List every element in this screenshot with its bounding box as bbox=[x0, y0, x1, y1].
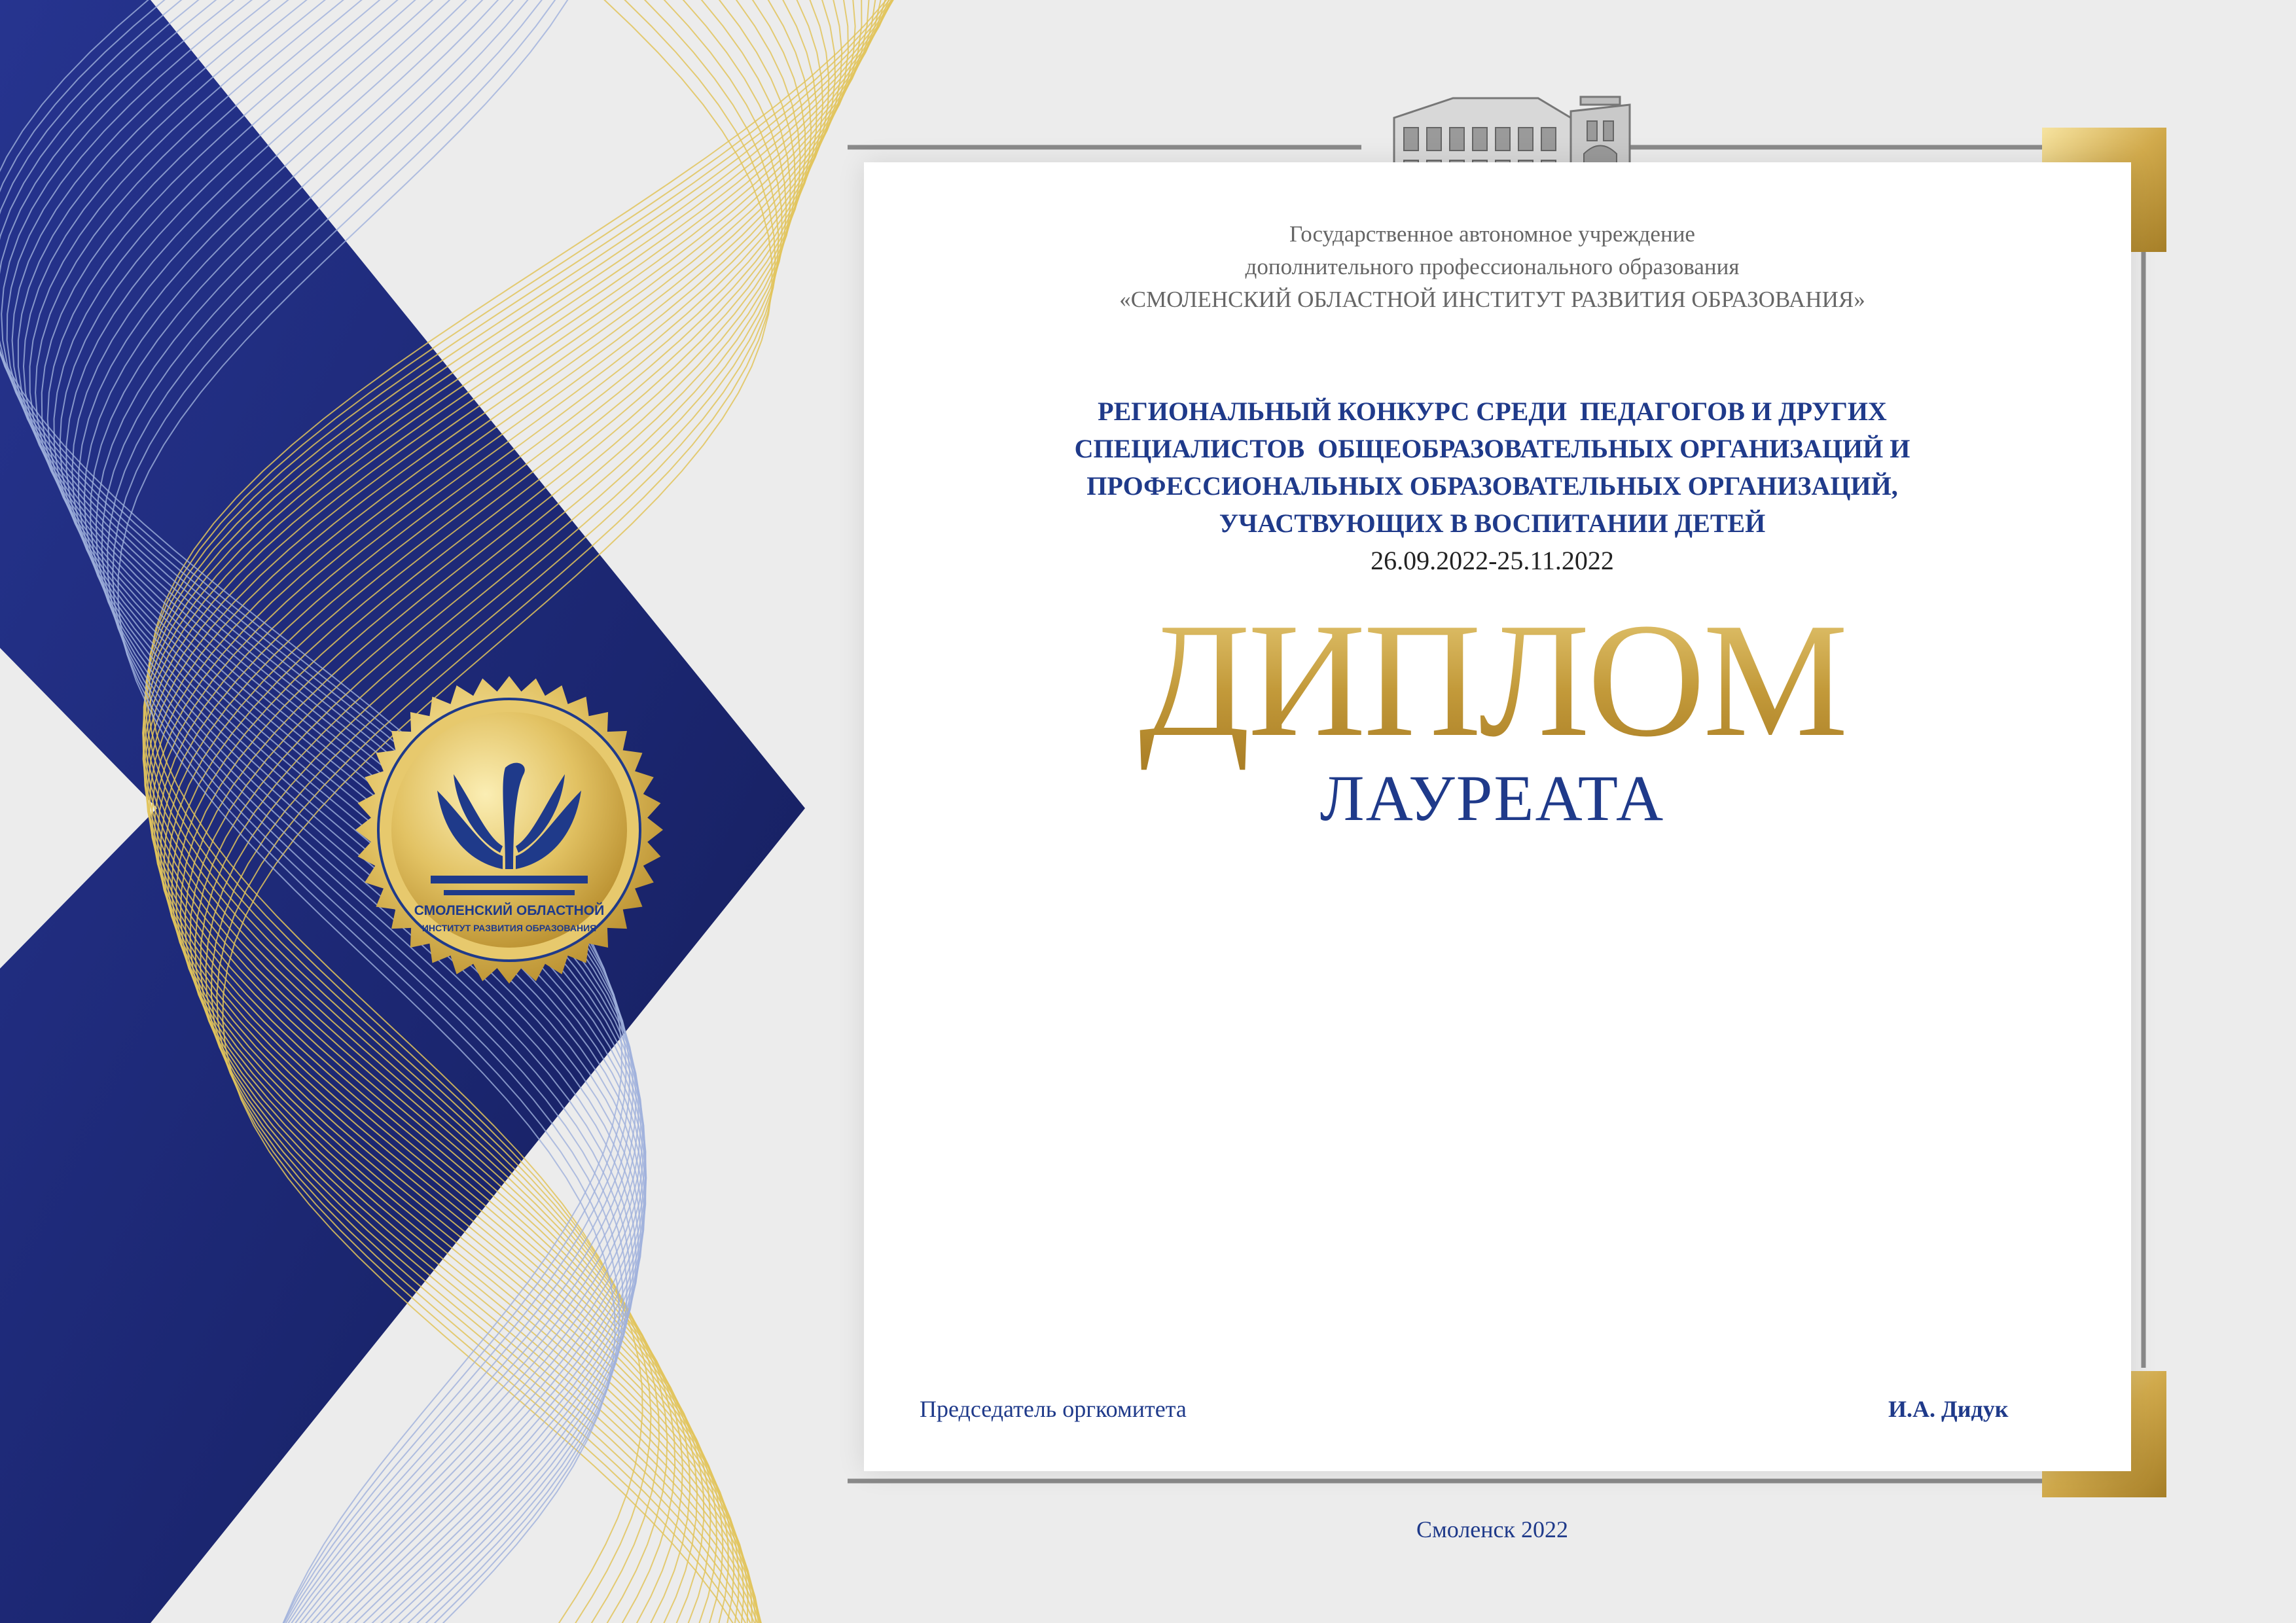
diploma-title: ДИПЛОМ bbox=[838, 589, 2147, 772]
svg-text:СМОЛЕНСКИЙ ОБЛАСТНОЙ: СМОЛЕНСКИЙ ОБЛАСТНОЙ bbox=[414, 903, 605, 918]
competition-line-4: УЧАСТВУЮЩИХ В ВОСПИТАНИИ ДЕТЕЙ bbox=[1219, 508, 1766, 538]
competition-line-2: СПЕЦИАЛИСТОВ ОБЩЕОБРАЗОВАТЕЛЬНЫХ ОРГАНИЗАЦИЙ И bbox=[1074, 434, 1910, 463]
institution-line-3: «СМОЛЕНСКИЙ ОБЛАСТНОЙ ИНСТИТУТ РАЗВИТИЯ ОБРАЗОВАНИЯ» bbox=[1119, 287, 1865, 312]
signatory-role: Председатель оргкомитета bbox=[920, 1396, 1187, 1422]
signatory-name: И.А. Дидук bbox=[1888, 1396, 2009, 1422]
institution-name bbox=[838, 218, 2147, 316]
competition-line-1: РЕГИОНАЛЬНЫЙ КОНКУРС СРЕДИ ПЕДАГОГОВ И ДРУГИХ bbox=[1098, 397, 1887, 426]
institution-line-2: дополнительного профессионального образования bbox=[1245, 254, 1740, 279]
competition-title bbox=[838, 393, 2147, 542]
city-year: Смоленск 2022 bbox=[1416, 1516, 1568, 1543]
competition-line-3: ПРОФЕССИОНАЛЬНЫХ ОБРАЗОВАТЕЛЬНЫХ ОРГАНИЗАЦИЙ, bbox=[1086, 471, 1898, 501]
institution-line-1: Государственное автономное учреждение bbox=[1289, 221, 1695, 247]
diploma-subtitle: ЛАУРЕАТА bbox=[1319, 762, 1665, 834]
competition-dates: 26.09.2022-25.11.2022 bbox=[1371, 546, 1614, 575]
svg-text:ИНСТИТУТ РАЗВИТИЯ ОБРАЗОВАНИЯ: ИНСТИТУТ РАЗВИТИЯ ОБРАЗОВАНИЯ bbox=[422, 923, 597, 933]
